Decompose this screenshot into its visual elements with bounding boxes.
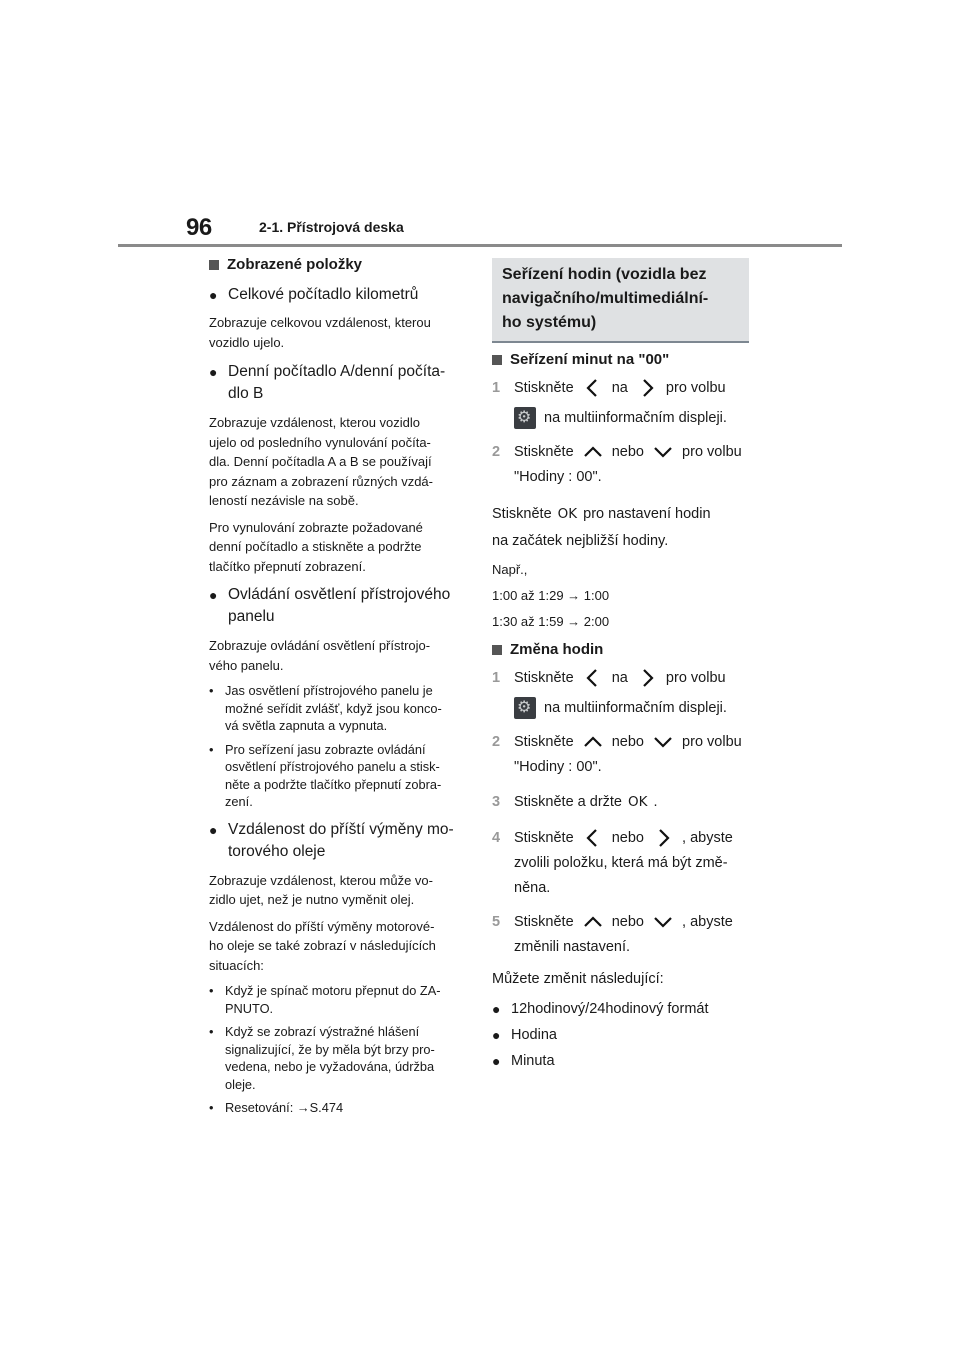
bullet-icon: ●	[492, 1027, 501, 1043]
oil-change-text: Zobrazuje vzdálenost, kterou může vo- zidlo ujet, než je nutno vyměnit olej.	[209, 872, 433, 907]
trip-reset-text: Pro vynulování zobrazte požadované denní počítadlo a stiskněte a podržte tlačítko přepnutí zobrazení.	[209, 519, 423, 574]
section-title: 2-1. Přístrojová deska	[259, 219, 404, 235]
step-2b: "Hodiny : 00".	[514, 469, 602, 485]
changeable-item: ● Hodina	[492, 1022, 754, 1048]
gear-icon	[514, 407, 536, 429]
bullet-icon: ●	[209, 821, 218, 838]
change-step-1a: 1 Stiskněte na pro volbu	[492, 666, 754, 691]
bullet-panel-light: ● Ovládání osvětlení přístrojového panelu	[209, 584, 469, 628]
left-column	[209, 255, 469, 1117]
step-2a: 2 Stiskněte nebo pro volbu	[492, 440, 754, 465]
chevron-down-icon	[648, 731, 678, 753]
example-label: Např.,	[492, 562, 528, 577]
right-column	[492, 258, 754, 1074]
gear-icon	[514, 697, 536, 719]
panel-light-note-1: • Jas osvětlení přístrojového panelu je možné seřídit zvlášť, když jsou konco- vá světla zapnuta a vypnuta.	[209, 683, 442, 733]
step-1b: ⚙na multiinformačním displeji.	[492, 406, 754, 431]
bullet-odometer: ● Celkové počítadlo kilometrů	[209, 284, 469, 306]
step-1a: 1 Stiskněte na pro volbu	[492, 376, 754, 401]
chevron-left-icon	[578, 827, 608, 849]
change-step-2b: "Hodiny : 00".	[514, 759, 602, 775]
header-rule	[118, 244, 842, 247]
change-step-1b: ⚙na multiinformačním displeji.	[492, 696, 754, 721]
oil-note-1: • Když je spínač motoru přepnut do ZA- PNUTO.	[209, 983, 441, 1016]
square-bullet-icon	[209, 260, 219, 270]
changeable-item: ● 12hodinový/24hodinový formát	[492, 996, 754, 1022]
chevron-up-icon	[578, 911, 608, 933]
change-step-3: 3 Stiskněte a držte OK .	[492, 794, 658, 810]
chevron-left-icon	[578, 377, 608, 399]
chevron-up-icon	[578, 441, 608, 463]
ok-button-label: OK	[628, 794, 648, 810]
bullet-icon: ●	[492, 1001, 501, 1017]
bullet-trip-meter: ● Denní počítadlo A/denní počíta- dlo B	[209, 361, 469, 405]
changeable-intro: Můžete změnit následující:	[492, 971, 664, 987]
chevron-left-icon	[578, 667, 608, 689]
ok-paragraph: Stiskněte OK pro nastavení hodin na začátek nejbližší hodiny.	[492, 506, 711, 549]
example-2: 1:30 až 1:59 → 2:00	[492, 614, 610, 629]
oil-change-text-2: Vzdálenost do příští výměny motorové- ho oleje se také zobrazí v následujících situacích:	[209, 918, 436, 973]
example-1: 1:00 až 1:29 → 1:00	[492, 588, 610, 603]
chevron-down-icon	[648, 911, 678, 933]
oil-note-2: • Když se zobrazí výstražné hlášení signalizující, že by měla být brzy pro- vedena, nebo je vyžadována, údržba oleje.	[209, 1024, 435, 1092]
chevron-right-icon	[632, 377, 662, 399]
change-step-2a: 2 Stiskněte nebo pro volbu	[492, 730, 754, 755]
reset-reference-link[interactable]: Resetování: →S.474	[225, 1100, 344, 1115]
ok-button-label: OK	[557, 506, 578, 522]
panel-light-note-2: • Pro seřízení jasu zobrazte ovládání osvětlení přístrojového panelu a stisk- něte a podržte tlačítko přepnutí zobra- zení.	[209, 741, 442, 809]
bullet-icon: ●	[209, 287, 218, 303]
heading-displayed-items: Zobrazené položky	[209, 256, 469, 273]
chevron-right-icon	[632, 667, 662, 689]
chevron-right-icon	[648, 827, 678, 849]
change-step-4b: zvolili položku, která má být změ- něna.	[514, 855, 728, 896]
trip-meter-text: Zobrazuje vzdálenost, kterou vozidlo ujelo od posledního vynulování počíta- dla. Denní počítadla A a B se používají pro záznam a zobrazení různých vzdá- leností nezávisle na sobě.	[209, 415, 433, 508]
page-number: 96	[186, 214, 212, 241]
changeable-item: ● Minuta	[492, 1048, 754, 1074]
bullet-icon: ●	[209, 364, 218, 380]
chevron-down-icon	[648, 441, 678, 463]
bullet-oil-change: ● Vzdálenost do příští výměny mo- torového oleje	[209, 819, 469, 863]
odometer-text: Zobrazuje celkovou vzdálenost, kterou vozidlo ujelo.	[209, 315, 431, 350]
change-step-5a: 5 Stiskněte nebo , abyste	[492, 910, 754, 935]
oil-note-3: • Resetování: →S.474	[209, 1100, 344, 1115]
bullet-icon: ●	[492, 1053, 501, 1069]
square-bullet-icon	[492, 355, 502, 365]
clock-adjust-box-title: Seřízení hodin (vozidla bez navigačního/multimediální- ho systému)	[492, 258, 749, 343]
square-bullet-icon	[492, 645, 502, 655]
change-step-5b: změnili nastavení.	[514, 939, 631, 955]
panel-light-text: Zobrazuje ovládání osvětlení přístrojo- vého panelu.	[209, 638, 431, 673]
bullet-icon: ●	[209, 587, 218, 603]
change-step-4a: 4 Stiskněte nebo , abyste	[492, 826, 754, 851]
heading-change-clock: Změna hodin	[492, 641, 754, 658]
heading-minutes-00: Seřízení minut na "00"	[492, 351, 754, 368]
chevron-up-icon	[578, 731, 608, 753]
